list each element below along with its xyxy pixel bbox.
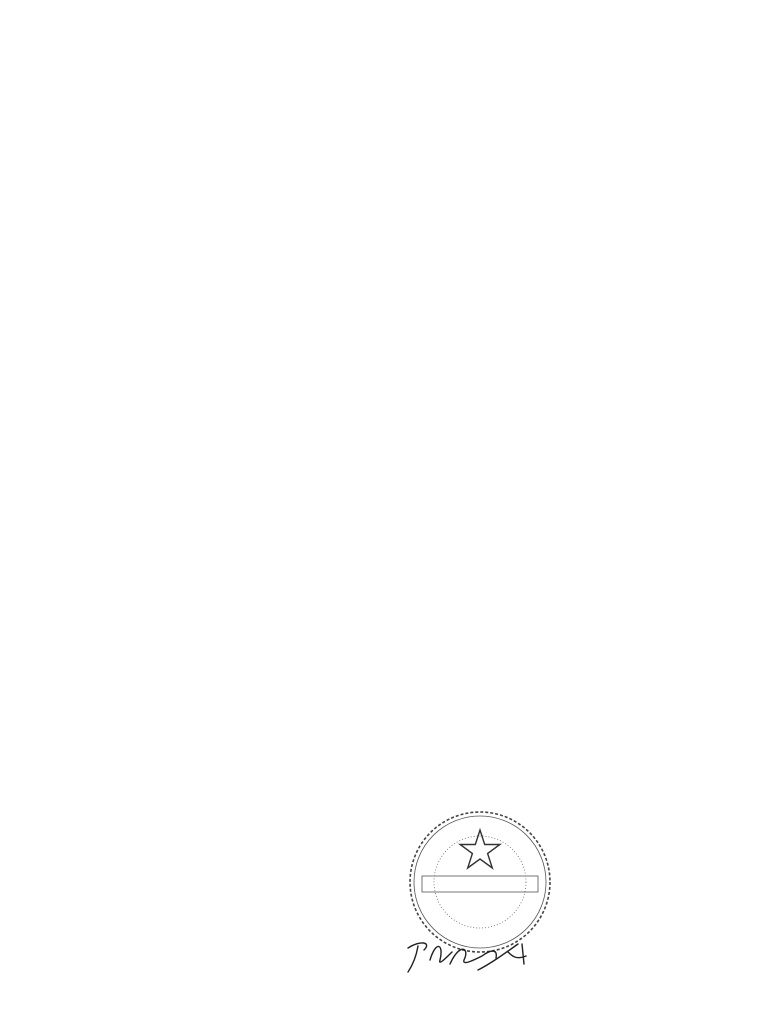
signature [400,930,550,980]
